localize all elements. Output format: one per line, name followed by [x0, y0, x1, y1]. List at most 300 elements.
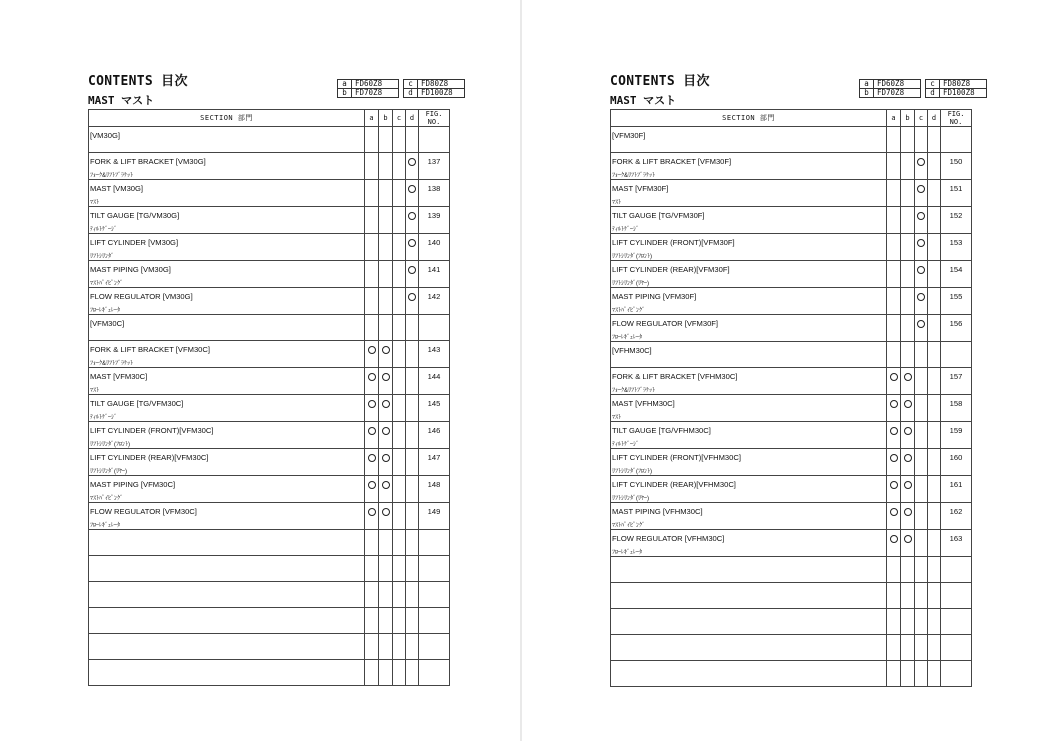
section-row — [611, 503, 972, 530]
applicability-a — [887, 661, 901, 687]
applicability-b — [379, 153, 393, 180]
applies-circle-icon — [408, 185, 416, 193]
applicability-d — [928, 127, 941, 153]
applicability-d — [406, 315, 419, 341]
fig-number: 143 — [427, 345, 441, 354]
applicability-a — [365, 261, 379, 288]
model-key: b — [860, 89, 874, 98]
applies-circle-icon — [368, 373, 376, 381]
empty-row — [611, 557, 972, 583]
applies-circle-icon — [890, 454, 898, 462]
section-name-jp: ﾏｽﾄﾊﾟｲﾋﾟﾝｸﾞ — [612, 523, 646, 529]
section-name-jp: ﾃｨﾙﾄｹﾞｰｼﾞ — [90, 415, 118, 421]
applies-circle-icon — [917, 239, 925, 247]
col-section: SECTION 部門 — [611, 110, 887, 127]
section-cell — [89, 395, 365, 422]
applicability-c — [393, 660, 406, 686]
section-name-en: FLOW REGULATOR [VFM30F] — [612, 319, 719, 328]
section-row — [89, 503, 450, 530]
fig-number: 142 — [427, 292, 441, 301]
section-name-jp: ﾏｽﾄ — [612, 200, 622, 206]
applicability-d — [406, 503, 419, 530]
section-row — [611, 180, 972, 207]
page-subtitle: MAST マスト — [88, 94, 155, 107]
applicability-b — [379, 288, 393, 315]
applicability-d — [406, 556, 419, 582]
model-value: FD80Z8 — [418, 80, 465, 89]
section-row — [611, 207, 972, 234]
applicability-a — [887, 395, 901, 422]
applicability-c — [915, 368, 928, 395]
applicability-c — [393, 449, 406, 476]
applicability-d — [406, 234, 419, 261]
applies-circle-icon — [382, 454, 390, 462]
applicability-b — [379, 634, 393, 660]
section-cell — [611, 557, 887, 583]
applicability-a — [365, 530, 379, 556]
applicability-a — [365, 341, 379, 368]
applicability-d — [928, 368, 941, 395]
applicability-c — [393, 503, 406, 530]
section-name-jp: ﾘﾌﾄｼﾘﾝﾀﾞ — [90, 254, 115, 260]
applies-circle-icon — [890, 400, 898, 408]
fig-number: 160 — [949, 453, 963, 462]
section-cell — [89, 368, 365, 395]
applicability-c — [915, 127, 928, 153]
model-value: FD100Z8 — [418, 89, 465, 98]
section-name-jp: ﾏｽﾄ — [90, 388, 100, 394]
empty-row — [89, 660, 450, 686]
fig-number: 138 — [427, 184, 441, 193]
fig-number-cell — [941, 180, 972, 207]
table-header — [611, 110, 972, 127]
section-cell — [611, 234, 887, 261]
applicability-a — [365, 449, 379, 476]
fig-number-cell — [419, 660, 450, 686]
applicability-a — [887, 530, 901, 557]
group-row — [89, 127, 450, 153]
applicability-d — [928, 234, 941, 261]
applies-circle-icon — [890, 481, 898, 489]
applicability-b — [901, 503, 915, 530]
section-name-jp: ﾘﾌﾄｼﾘﾝﾀﾞ(ﾘﾔｰ) — [90, 469, 127, 475]
applicability-c — [393, 153, 406, 180]
fig-number-cell — [941, 153, 972, 180]
section-name-jp: ﾌﾛｰﾚｷﾞｭﾚｰﾀ — [612, 335, 643, 341]
empty-row — [89, 530, 450, 556]
applicability-d — [406, 395, 419, 422]
section-name-en: LIFT CYLINDER (REAR)[VFHM30C] — [612, 480, 736, 489]
fig-number-cell — [419, 368, 450, 395]
applicability-a — [365, 634, 379, 660]
fig-number-cell — [419, 153, 450, 180]
section-cell — [611, 342, 887, 368]
applies-circle-icon — [382, 373, 390, 381]
applies-circle-icon — [904, 427, 912, 435]
section-name-jp: ﾃｨﾙﾄｹﾞｰｼﾞ — [612, 227, 640, 233]
applies-circle-icon — [917, 185, 925, 193]
fig-number-cell — [941, 288, 972, 315]
applicability-a — [887, 207, 901, 234]
applicability-a — [887, 476, 901, 503]
empty-row — [611, 583, 972, 609]
section-row — [89, 261, 450, 288]
fig-number-cell — [419, 395, 450, 422]
applies-circle-icon — [408, 158, 416, 166]
applicability-b — [379, 556, 393, 582]
section-row — [89, 234, 450, 261]
section-row — [89, 422, 450, 449]
model-key: d — [926, 89, 940, 98]
applicability-d — [928, 583, 941, 609]
applicability-b — [379, 180, 393, 207]
section-name-jp: ﾌﾛｰﾚｷﾞｭﾚｰﾀ — [612, 550, 643, 556]
empty-row — [89, 582, 450, 608]
applicability-c — [915, 557, 928, 583]
applicability-d — [928, 153, 941, 180]
col-c: c — [393, 110, 406, 127]
section-name-jp: ﾌｫｰｸ&ﾘﾌﾄﾌﾞﾗｹｯﾄ — [612, 388, 656, 394]
section-name-en: TILT GAUGE [TG/VFM30F] — [612, 211, 705, 220]
applicability-c — [915, 449, 928, 476]
section-name-en: MAST PIPING [VFM30F] — [612, 292, 697, 301]
section-cell — [611, 315, 887, 342]
applicability-a — [365, 153, 379, 180]
applies-circle-icon — [368, 481, 376, 489]
section-cell — [89, 127, 365, 153]
fig-number: 147 — [427, 453, 441, 462]
empty-row — [611, 609, 972, 635]
applicability-d — [406, 341, 419, 368]
applicability-b — [901, 609, 915, 635]
section-row — [89, 288, 450, 315]
fig-number: 161 — [949, 480, 963, 489]
section-name-jp: ﾘﾌﾄｼﾘﾝﾀﾞ(ﾘﾔｰ) — [612, 496, 649, 502]
applicability-b — [379, 261, 393, 288]
applicability-a — [887, 288, 901, 315]
section-name-jp: ﾌｫｰｸ&ﾘﾌﾄﾌﾞﾗｹｯﾄ — [90, 361, 134, 367]
applicability-b — [901, 557, 915, 583]
applicability-a — [887, 234, 901, 261]
section-row — [611, 476, 972, 503]
contents-table — [610, 109, 972, 687]
applicability-c — [915, 476, 928, 503]
section-row — [89, 341, 450, 368]
section-cell — [611, 476, 887, 503]
applicability-c — [393, 634, 406, 660]
section-name-en: FORK & LIFT BRACKET [VFM30F] — [612, 157, 732, 166]
model-value: FD70Z8 — [352, 89, 399, 98]
section-cell — [611, 368, 887, 395]
section-name-en: FLOW REGULATOR [VM30G] — [90, 292, 193, 301]
applicability-a — [365, 288, 379, 315]
applies-circle-icon — [368, 454, 376, 462]
applies-circle-icon — [382, 508, 390, 516]
applies-circle-icon — [382, 427, 390, 435]
section-name-en: MAST PIPING [VFHM30C] — [612, 507, 703, 516]
group-row — [89, 315, 450, 341]
section-cell — [89, 422, 365, 449]
model-value: FD60Z8 — [352, 80, 399, 89]
section-cell — [611, 261, 887, 288]
applicability-d — [406, 449, 419, 476]
applicability-d — [928, 503, 941, 530]
group-label: [VFM30F] — [612, 131, 646, 140]
fig-number: 148 — [427, 480, 441, 489]
col-c: c — [915, 110, 928, 127]
fig-number-cell — [419, 556, 450, 582]
section-cell — [89, 503, 365, 530]
section-row — [611, 422, 972, 449]
fig-number: 150 — [949, 157, 963, 166]
fig-number: 137 — [427, 157, 441, 166]
applicability-d — [406, 530, 419, 556]
fig-number-cell — [941, 503, 972, 530]
applies-circle-icon — [904, 400, 912, 408]
section-cell — [611, 127, 887, 153]
section-cell — [611, 422, 887, 449]
applicability-b — [379, 660, 393, 686]
empty-row — [611, 635, 972, 661]
group-label: [VM30G] — [90, 131, 120, 140]
applicability-d — [406, 582, 419, 608]
fig-number: 153 — [949, 238, 963, 247]
fig-number-cell — [419, 634, 450, 660]
applicability-d — [928, 609, 941, 635]
model-key: a — [338, 80, 352, 89]
model-key: c — [926, 80, 940, 89]
applicability-a — [365, 556, 379, 582]
applicability-b — [901, 234, 915, 261]
fig-number: 151 — [949, 184, 963, 193]
col-fig: FIG. NO. — [941, 110, 972, 127]
fig-number: 149 — [427, 507, 441, 516]
fig-number: 155 — [949, 292, 963, 301]
fig-number: 158 — [949, 399, 963, 408]
applicability-b — [379, 503, 393, 530]
applicability-a — [365, 127, 379, 153]
section-cell — [611, 530, 887, 557]
applicability-d — [406, 207, 419, 234]
model-key: b — [338, 89, 352, 98]
applicability-d — [406, 608, 419, 634]
empty-row — [89, 608, 450, 634]
applicability-c — [915, 261, 928, 288]
applicability-b — [901, 476, 915, 503]
applicability-a — [887, 557, 901, 583]
applies-circle-icon — [368, 427, 376, 435]
section-name-en: MAST PIPING [VM30G] — [90, 265, 171, 274]
section-name-en: FORK & LIFT BRACKET [VFM30C] — [90, 345, 210, 354]
fig-number-cell — [941, 261, 972, 288]
section-name-jp: ﾘﾌﾄｼﾘﾝﾀﾞ(ﾌﾛﾝﾄ) — [90, 442, 130, 448]
section-name-en: LIFT CYLINDER (FRONT)[VFHM30C] — [612, 453, 741, 462]
applicability-b — [901, 583, 915, 609]
section-row — [89, 395, 450, 422]
section-cell — [89, 315, 365, 341]
fig-number: 139 — [427, 211, 441, 220]
group-label: [VFM30C] — [90, 319, 125, 328]
group-row — [611, 342, 972, 368]
section-name-en: FORK & LIFT BRACKET [VM30G] — [90, 157, 206, 166]
col-a: a — [365, 110, 379, 127]
applicability-a — [887, 261, 901, 288]
fig-number: 140 — [427, 238, 441, 247]
fig-number-cell — [419, 449, 450, 476]
group-row — [611, 127, 972, 153]
applicability-d — [406, 261, 419, 288]
section-row — [611, 315, 972, 342]
applicability-c — [393, 395, 406, 422]
applicability-b — [379, 341, 393, 368]
fig-number-cell — [941, 368, 972, 395]
applicability-c — [915, 661, 928, 687]
applies-circle-icon — [382, 400, 390, 408]
applicability-c — [915, 153, 928, 180]
fig-number: 154 — [949, 265, 963, 274]
applicability-c — [915, 342, 928, 368]
applicability-a — [887, 635, 901, 661]
applicability-b — [901, 261, 915, 288]
fig-number: 152 — [949, 211, 963, 220]
section-name-en: LIFT CYLINDER (REAR)[VFM30C] — [90, 453, 209, 462]
applicability-c — [393, 315, 406, 341]
applicability-a — [365, 315, 379, 341]
applicability-d — [928, 661, 941, 687]
applicability-b — [901, 207, 915, 234]
applicability-a — [365, 234, 379, 261]
col-fig: FIG. NO. — [419, 110, 450, 127]
applicability-d — [406, 288, 419, 315]
applies-circle-icon — [904, 481, 912, 489]
applies-circle-icon — [890, 373, 898, 381]
fig-number: 145 — [427, 399, 441, 408]
model-key: a — [860, 80, 874, 89]
section-row — [89, 207, 450, 234]
section-cell — [611, 449, 887, 476]
section-name-en: FLOW REGULATOR [VFM30C] — [90, 507, 197, 516]
section-row — [611, 395, 972, 422]
applicability-b — [901, 395, 915, 422]
fig-number-cell — [419, 288, 450, 315]
applicability-b — [901, 288, 915, 315]
applicability-b — [901, 422, 915, 449]
applicability-c — [393, 127, 406, 153]
fig-number-cell — [941, 422, 972, 449]
applicability-a — [887, 422, 901, 449]
applicability-d — [406, 127, 419, 153]
section-cell — [611, 180, 887, 207]
section-cell — [89, 608, 365, 634]
applicability-a — [887, 503, 901, 530]
applicability-b — [901, 315, 915, 342]
applicability-c — [393, 207, 406, 234]
col-a: a — [887, 110, 901, 127]
applicability-b — [901, 635, 915, 661]
applicability-b — [901, 127, 915, 153]
applicability-a — [887, 342, 901, 368]
section-name-en: LIFT CYLINDER (FRONT)[VFM30C] — [90, 426, 214, 435]
section-name-jp: ﾌﾛｰﾚｷﾞｭﾚｰﾀ — [90, 523, 121, 529]
section-row — [89, 476, 450, 503]
model-legend — [859, 79, 987, 98]
applicability-d — [928, 288, 941, 315]
section-name-jp: ﾌｫｰｸ&ﾘﾌﾄﾌﾞﾗｹｯﾄ — [90, 173, 134, 179]
fig-number-cell — [941, 661, 972, 687]
applicability-b — [379, 207, 393, 234]
applies-circle-icon — [890, 508, 898, 516]
empty-row — [89, 634, 450, 660]
section-row — [89, 180, 450, 207]
applicability-c — [915, 609, 928, 635]
page-subtitle: MAST マスト — [610, 94, 677, 107]
section-cell — [89, 476, 365, 503]
applicability-a — [887, 153, 901, 180]
fig-number-cell — [941, 449, 972, 476]
col-d: d — [928, 110, 941, 127]
applicability-d — [928, 315, 941, 342]
applies-circle-icon — [904, 373, 912, 381]
section-row — [89, 368, 450, 395]
applies-circle-icon — [408, 212, 416, 220]
section-row — [611, 449, 972, 476]
applicability-c — [915, 635, 928, 661]
section-cell — [89, 634, 365, 660]
applicability-d — [928, 530, 941, 557]
applicability-b — [379, 127, 393, 153]
section-name-en: TILT GAUGE [TG/VFHM30C] — [612, 426, 711, 435]
empty-row — [89, 556, 450, 582]
applicability-b — [901, 661, 915, 687]
fig-number-cell — [419, 476, 450, 503]
applicability-d — [928, 449, 941, 476]
applicability-a — [365, 660, 379, 686]
applies-circle-icon — [917, 158, 925, 166]
applicability-d — [928, 261, 941, 288]
applicability-b — [379, 315, 393, 341]
applicability-d — [928, 395, 941, 422]
section-name-en: FORK & LIFT BRACKET [VFHM30C] — [612, 372, 738, 381]
applies-circle-icon — [408, 239, 416, 247]
section-cell — [89, 530, 365, 556]
applicability-a — [365, 422, 379, 449]
applicability-a — [365, 395, 379, 422]
applicability-b — [901, 449, 915, 476]
applicability-d — [406, 422, 419, 449]
fig-number-cell — [419, 530, 450, 556]
section-name-en: TILT GAUGE [TG/VFM30C] — [90, 399, 184, 408]
page-title: CONTENTS 目次 — [610, 74, 710, 89]
applicability-c — [393, 368, 406, 395]
fig-number-cell — [941, 395, 972, 422]
applicability-b — [379, 582, 393, 608]
section-name-jp: ﾘﾌﾄｼﾘﾝﾀﾞ(ﾌﾛﾝﾄ) — [612, 469, 652, 475]
applicability-c — [393, 476, 406, 503]
fig-number-cell — [419, 503, 450, 530]
fig-number-cell — [941, 530, 972, 557]
col-d: d — [406, 110, 419, 127]
section-name-jp: ﾏｽﾄﾊﾟｲﾋﾟﾝｸﾞ — [612, 308, 646, 314]
fig-number-cell — [419, 180, 450, 207]
applicability-d — [928, 180, 941, 207]
fig-number-cell — [941, 635, 972, 661]
applicability-a — [887, 609, 901, 635]
fig-number-cell — [941, 234, 972, 261]
section-cell — [89, 180, 365, 207]
section-cell — [611, 288, 887, 315]
section-name-jp: ﾌｫｰｸ&ﾘﾌﾄﾌﾞﾗｹｯﾄ — [612, 173, 656, 179]
section-cell — [611, 609, 887, 635]
